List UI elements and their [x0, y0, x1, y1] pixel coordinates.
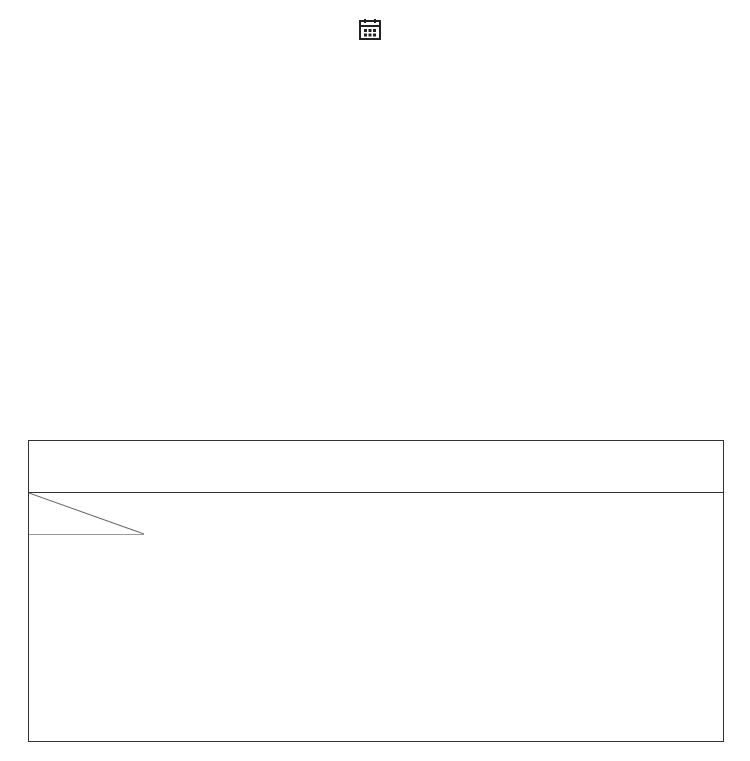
size-recommendation-chart — [28, 440, 724, 742]
size-info-table — [13, 67, 736, 379]
page-header — [0, 12, 750, 46]
calendar-grid-icon — [358, 17, 382, 41]
corner-diagonal — [29, 493, 144, 534]
table-body — [13, 67, 736, 379]
corner-header — [29, 493, 144, 535]
recommendation-title-bar — [29, 441, 723, 493]
